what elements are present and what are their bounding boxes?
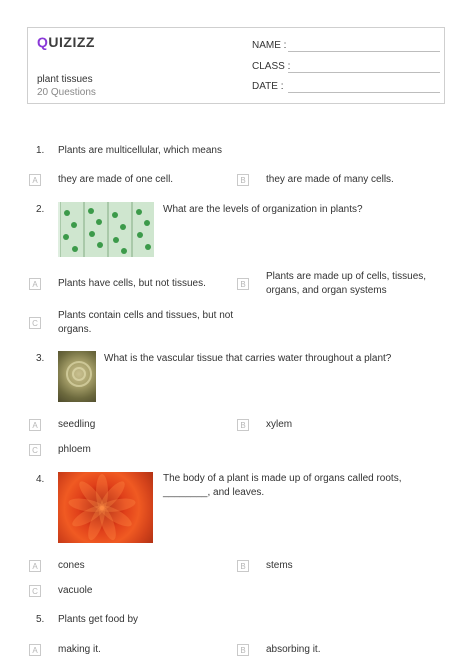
option-a-box[interactable]: A [29,644,41,656]
question-number: 2. [36,204,45,215]
class-field[interactable]: CLASS : [252,61,290,72]
option-a-box[interactable]: A [29,174,41,186]
worksheet-title: plant tissues [37,74,93,85]
option-c-box[interactable]: C [29,444,41,456]
question-text: What are the levels of organization in plants? [163,204,363,215]
option-a-box[interactable]: A [29,419,41,431]
option-c-text: vacuole [58,585,93,596]
option-b-box[interactable]: B [237,644,249,656]
worksheet-header [27,27,445,104]
option-b-box[interactable]: B [237,174,249,186]
option-b-box[interactable]: B [237,560,249,572]
option-c-text: phloem [58,444,91,455]
question-number: 3. [36,353,45,364]
option-c-box[interactable]: C [29,317,41,329]
question-number: 1. [36,145,45,156]
stem-cross-section-image [58,351,96,402]
plant-cells-image [58,202,154,257]
option-c-box[interactable]: C [29,585,41,597]
option-a-box[interactable]: A [29,560,41,572]
question-text: What is the vascular tissue that carries water throughout a plant? [104,353,392,364]
question-text: Plants get food by [58,614,139,625]
option-a-text: making it. [58,644,101,655]
question-text: The body of a plant is made up of organs called roots, ________, and leaves. [163,473,402,498]
option-a-text: they are made of one cell. [58,174,174,185]
option-a-box[interactable]: A [29,278,41,290]
quizizz-logo: QUIZIZZ [37,34,95,50]
option-c-text: Plants contain cells and tissues, but not organs. [58,310,234,335]
question-count: 20 Questions [37,87,96,98]
question-number: 5. [36,614,45,625]
option-b-text: stems [266,560,293,571]
option-b-box[interactable]: B [237,419,249,431]
name-field[interactable]: NAME : [252,40,286,51]
option-a-text: cones [58,560,85,571]
red-flower-image [58,472,153,543]
question-number: 4. [36,474,45,485]
option-b-text: xylem [266,419,293,430]
option-b-text: Plants are made up of cells, tissues, organs, and organ systems [266,271,427,296]
option-a-text: seedling [58,419,96,430]
option-b-text: absorbing it. [266,644,321,655]
option-b-text: they are made of many cells. [266,174,394,185]
date-field[interactable]: DATE : [252,81,283,92]
question-text: Plants are multicellular, which means [58,145,222,156]
option-b-box[interactable]: B [237,278,249,290]
option-a-text: Plants have cells, but not tissues. [58,278,206,289]
